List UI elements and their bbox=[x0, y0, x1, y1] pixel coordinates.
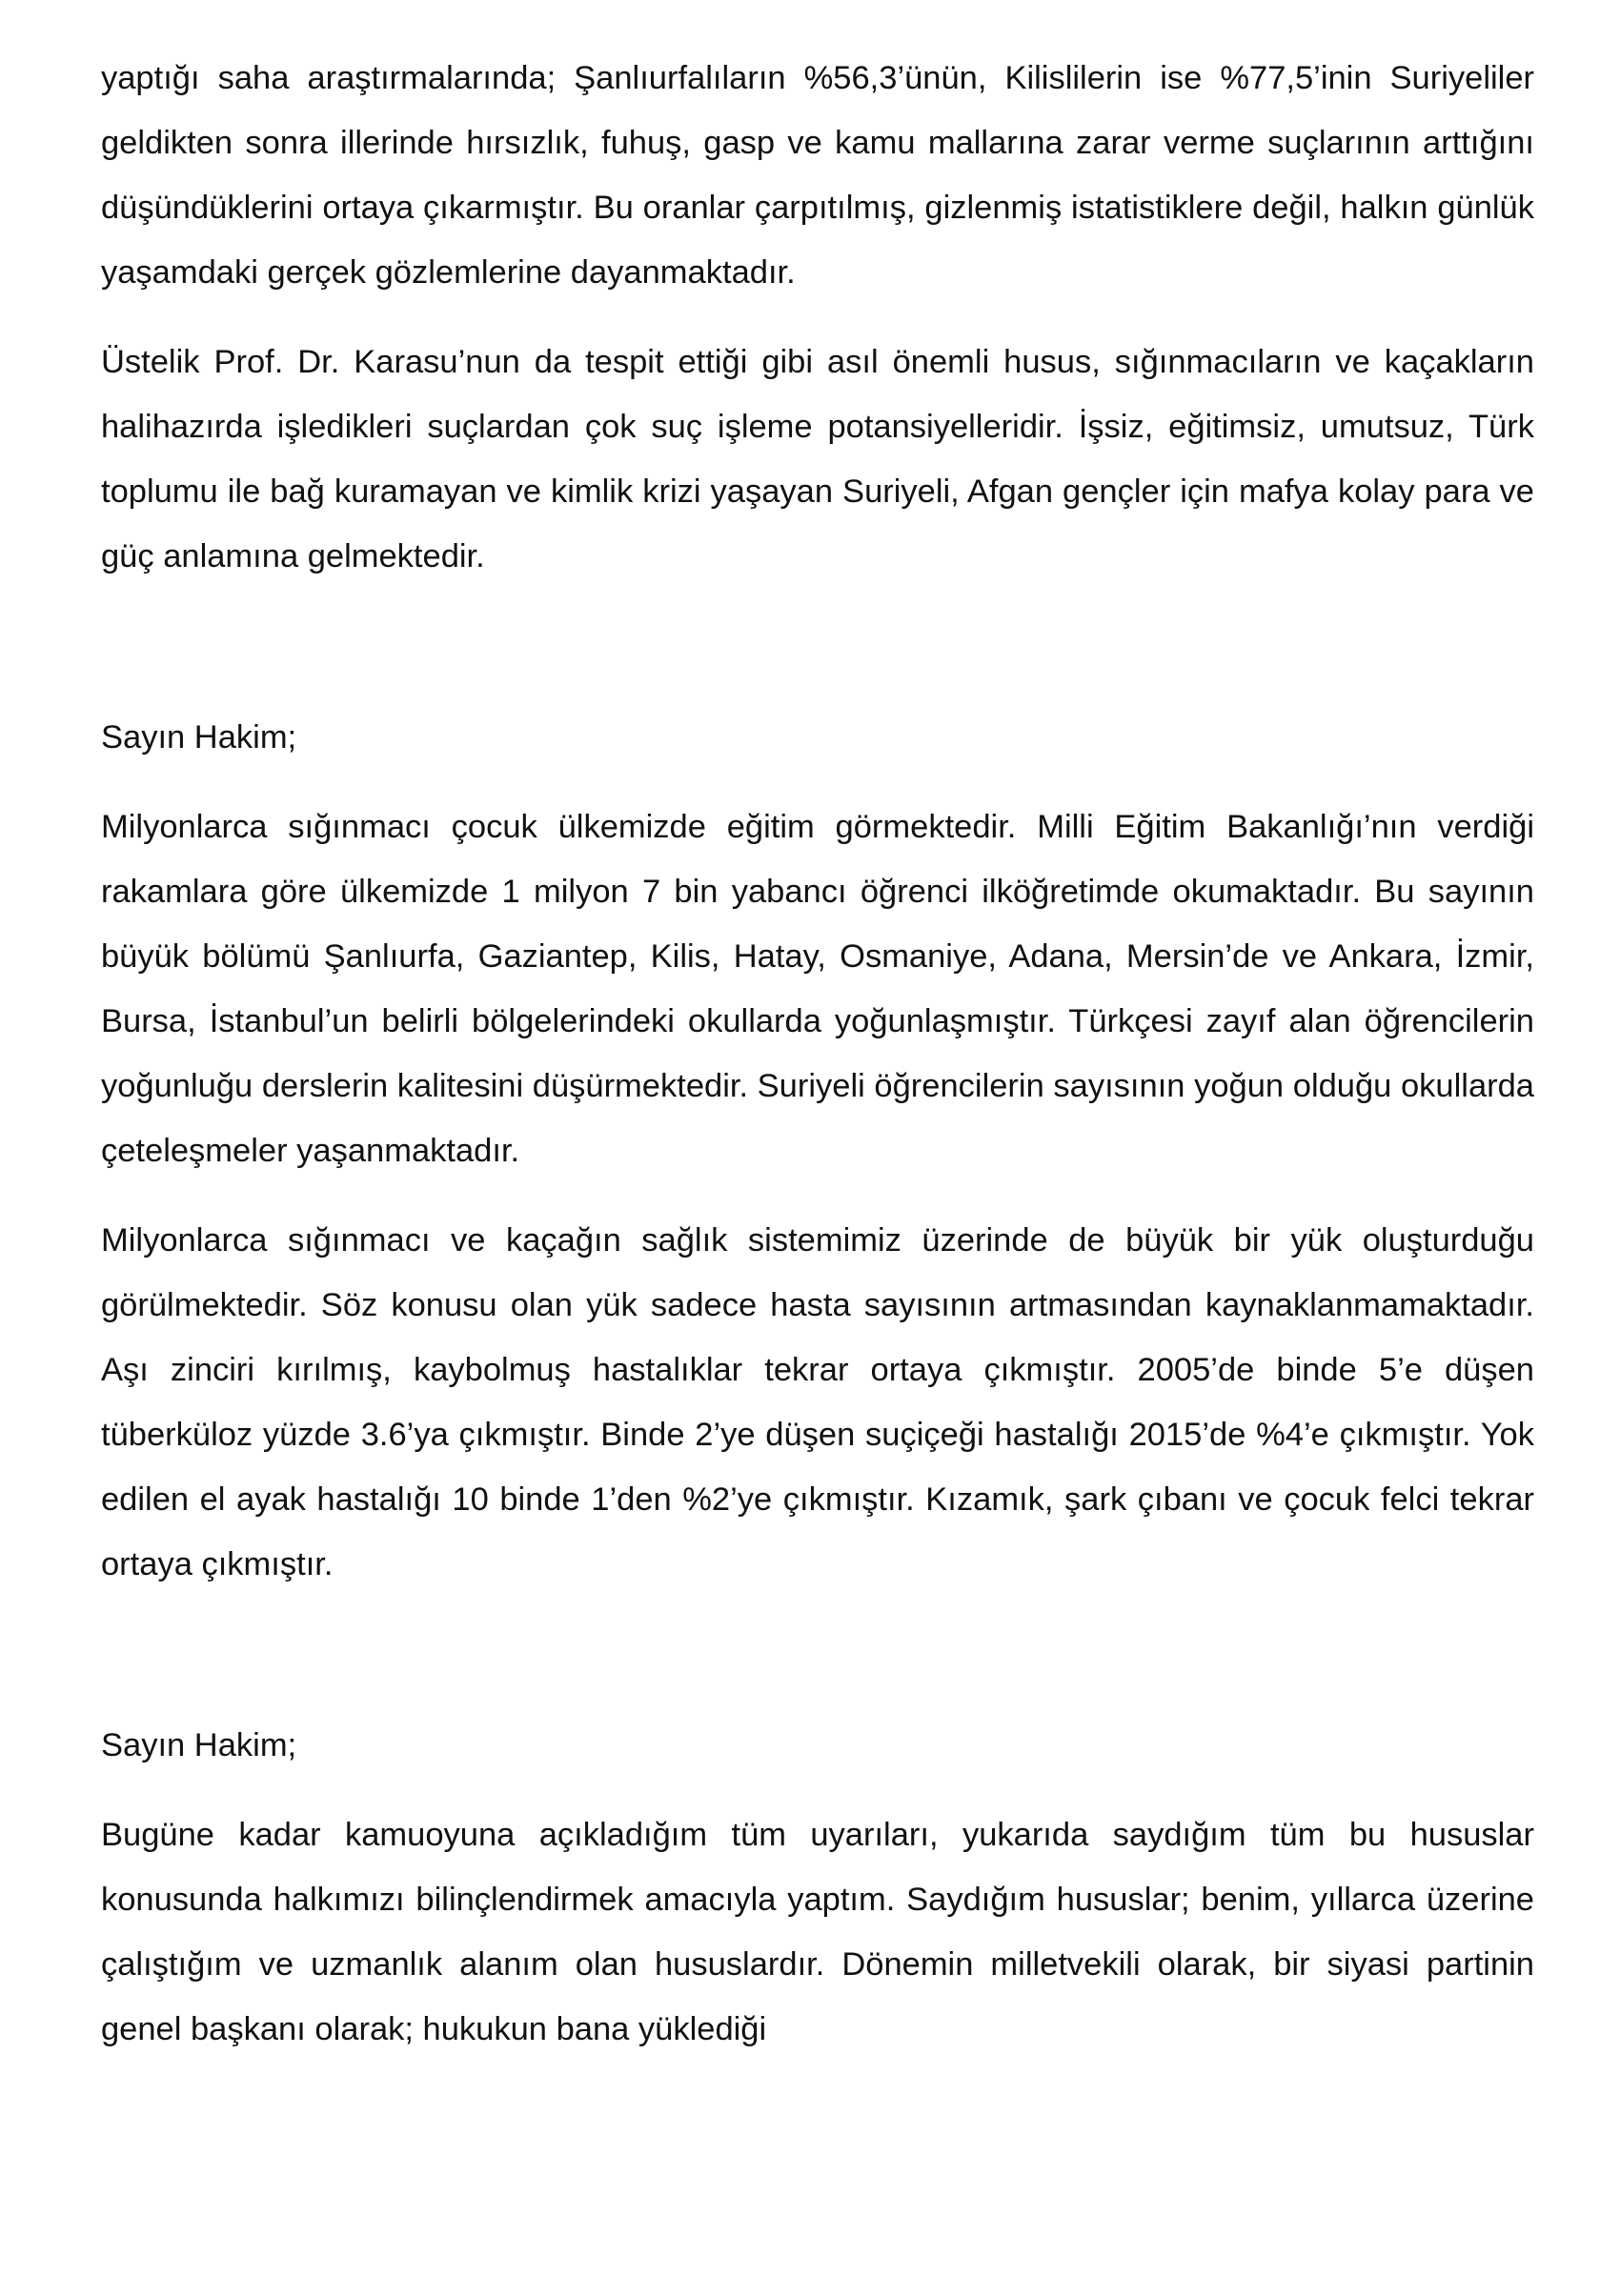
salutation-judge: Sayın Hakim; bbox=[101, 1727, 297, 1763]
paragraph-health: Milyonlarca sığınmacı ve kaçağın sağlık sistemimiz üzerinde de büyük bir yük oluşturduğu görülmektedir. Söz konusu olan yük sadece hasta sayısının artmasından kaynaklanmamaktadır. Aşı zinciri kırılmış, kaybolmuş hastalıklar tekrar ortaya çıkmıştır. 2005’de binde 5’e düşen tüberküloz yüzde 3.6’ya çıkmıştır. Binde 2’ye düşen suçiçeği hastalığı 2015’de %4’e çıkmıştır. Yok edilen el ayak hastalığı 10 binde 1’den %2’ye çıkmıştır. Kızamık, şark çıbanı ve çocuk felci tekrar ortaya çıkmıştır. bbox=[101, 1222, 1534, 1582]
paragraph-education: Milyonlarca sığınmacı çocuk ülkemizde eğitim görmektedir. Milli Eğitim Bakanlığı’nın verdiği rakamlara göre ülkemizde 1 milyon 7 bin yabancı öğrenci ilköğretimde okumaktadır. Bu sayının büyük bölümü Şanlıurfa, Gaziantep, Kilis, Hatay, Osmaniye, Adana, Mersin’de ve Ankara, İzmir, Bursa, İstanbul’un belirli bölgelerindeki okullarda yoğunlaşmıştır. Türkçesi zayıf alan öğrencilerin yoğunluğu derslerin kalitesini düşürmektedir. Suriyeli öğrencilerin sayısının yoğun olduğu okullarda çeteleşmeler yaşanmaktadır. bbox=[101, 809, 1534, 1169]
paragraph-crime-potential: Üstelik Prof. Dr. Karasu’nun da tespit ettiği gibi asıl önemli husus, sığınmacıların ve kaçakların halihazırda işledikleri suçlardan çok suç işleme potansiyelleridir. İşsiz, eğitimsiz, umutsuz, Türk toplumu ile bağ kuramayan ve kimlik krizi yaşayan Suriyeli, Afgan gençler için mafya kolay para ve güç anlamına gelmektedir. bbox=[101, 344, 1534, 574]
paragraph-crime-survey: yaptığı saha araştırmalarında; Şanlıurfalıların %56,3’ünün, Kilislilerin ise %77,5’inin Suriyeliler geldikten sonra illerinde hırsızlık, fuhuş, gasp ve kamu mallarına zarar verme suçlarının arttığını düşündüklerini ortaya çıkarmıştır. Bu oranlar çarpıtılmış, gizlenmiş istatistiklere değil, halkın günlük yaşamdaki gerçek gözlemlerine dayanmaktadır. bbox=[101, 60, 1534, 291]
paragraph-public-warnings: Bugüne kadar kamuoyuna açıkladığım tüm uyarıları, yukarıda saydığım tüm bu hususlar konusunda halkımızı bilinçlendirmek amacıyla yaptım. Saydığım hususlar; benim, yıllarca üzerine çalıştığım ve uzmanlık alanım olan hususlardır. Dönemin milletvekili olarak, bir siyasi partinin genel başkanı olarak; hukukun bana yüklediği bbox=[101, 1817, 1534, 2047]
document-page bbox=[101, 46, 1534, 2062]
salutation-judge: Sayın Hakim; bbox=[101, 719, 297, 755]
